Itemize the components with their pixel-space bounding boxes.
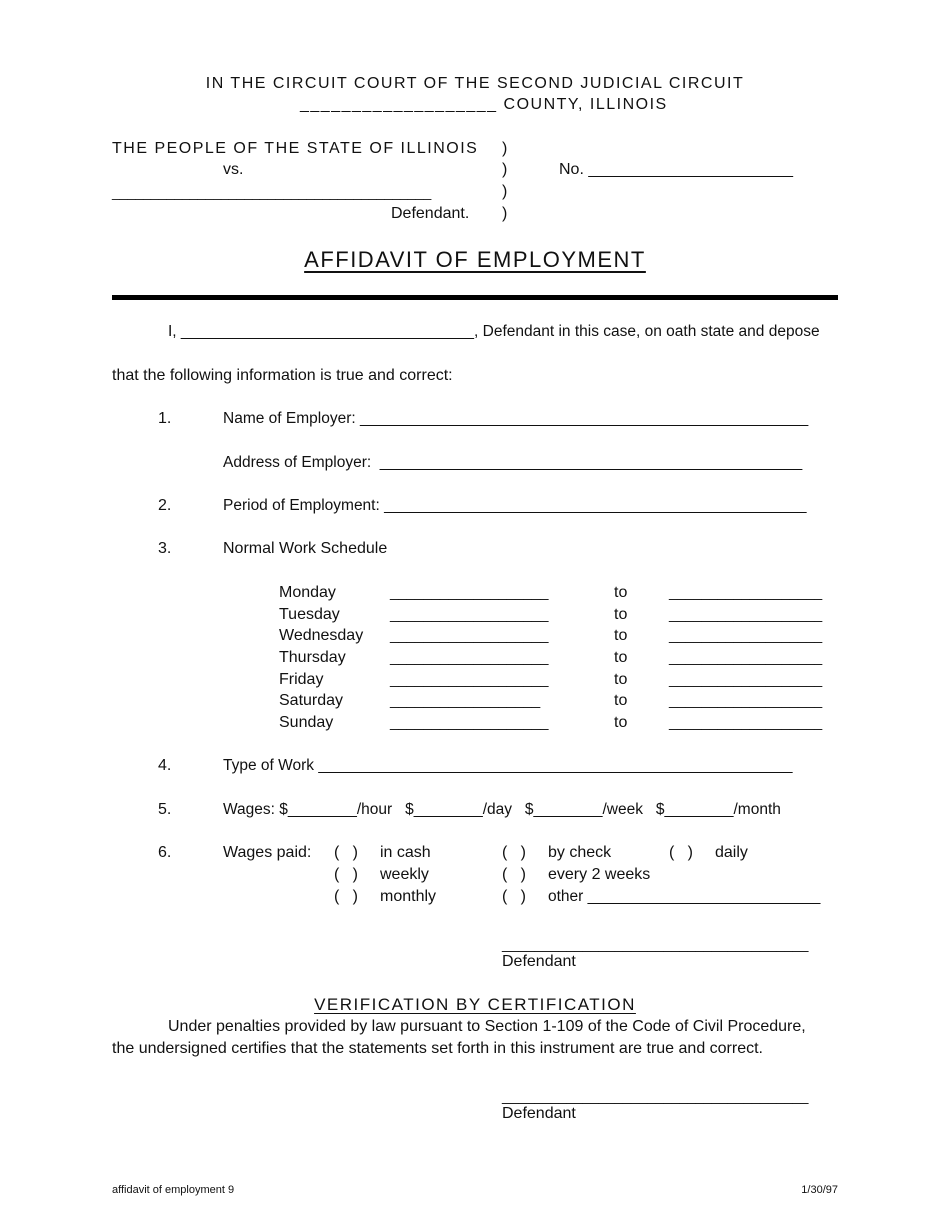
- schedule-day: Sunday: [279, 714, 334, 731]
- checkbox-weekly[interactable]: ( ): [334, 866, 358, 883]
- schedule-start-field[interactable]: ___________________: [390, 627, 549, 644]
- item-number-3: 3.: [158, 540, 172, 557]
- schedule-day: Thursday: [279, 649, 346, 666]
- schedule-end-field[interactable]: ___________________: [669, 607, 823, 623]
- schedule-start-field[interactable]: __________________: [390, 692, 541, 709]
- intro-line-1[interactable]: I, __________________________________, Defendant in this case, on oath state and depose: [168, 323, 820, 340]
- schedule-day: Saturday: [279, 692, 344, 709]
- plaintiff-name: THE PEOPLE OF THE STATE OF ILLINOIS: [112, 140, 479, 157]
- defendant-name-blank[interactable]: _________________________________________: [112, 184, 432, 200]
- schedule-start-field[interactable]: ___________________: [390, 584, 549, 601]
- checkbox-in-cash[interactable]: ( ): [334, 844, 358, 861]
- schedule-to-word: to: [614, 714, 628, 731]
- schedule-day: Friday: [279, 671, 324, 688]
- option-in-cash: in cash: [380, 844, 431, 861]
- caption-paren: ): [502, 161, 508, 178]
- schedule-to-word: to: [614, 671, 628, 688]
- defendant-signature-label: Defendant: [502, 953, 576, 970]
- schedule-start-field[interactable]: ___________________: [390, 671, 549, 688]
- schedule-to-word: to: [614, 649, 628, 666]
- schedule-end-field[interactable]: ___________________: [669, 585, 823, 601]
- schedule-start-field[interactable]: ___________________: [390, 649, 549, 666]
- schedule-end-field[interactable]: ___________________: [669, 650, 823, 666]
- option-every-2-weeks: every 2 weeks: [548, 866, 651, 883]
- county-line: ___________________ COUNTY, ILLINOIS: [300, 96, 668, 113]
- option-monthly: monthly: [380, 888, 437, 905]
- item-number-1: 1.: [158, 410, 172, 427]
- caption-paren: ): [502, 183, 508, 200]
- schedule-to-word: to: [614, 606, 628, 623]
- schedule-end-field[interactable]: ___________________: [669, 628, 823, 644]
- intro-line-2: that the following information is true and correct:: [112, 367, 453, 384]
- checkbox-monthly[interactable]: ( ): [334, 888, 358, 905]
- employer-address-field[interactable]: Address of Employer: _________________________________________________: [223, 454, 803, 471]
- schedule-day: Wednesday: [279, 627, 364, 644]
- option-by-check: by check: [548, 844, 612, 861]
- work-schedule-label: Normal Work Schedule: [223, 540, 388, 557]
- case-number-field[interactable]: No. _______________________: [559, 161, 794, 178]
- schedule-end-field[interactable]: ___________________: [669, 715, 823, 731]
- caption-paren: ): [502, 205, 508, 222]
- type-of-work-field[interactable]: Type of Work _______________________________________________________: [223, 757, 793, 774]
- wages-field[interactable]: Wages: $________/hour $________/day $________/week $________/month: [223, 801, 781, 818]
- defendant-signature-line[interactable]: ______________________________________: [502, 937, 809, 953]
- schedule-to-word: to: [614, 692, 628, 709]
- checkbox-other[interactable]: ( ): [502, 888, 526, 905]
- verification-signature-line[interactable]: ______________________________________: [502, 1089, 809, 1105]
- form-identifier: affidavit of employment 9: [112, 1184, 235, 1196]
- item-number-2: 2.: [158, 497, 172, 514]
- checkbox-daily[interactable]: ( ): [669, 844, 693, 861]
- option-daily: daily: [715, 844, 748, 861]
- schedule-end-field[interactable]: ___________________: [669, 693, 823, 709]
- verification-text-line-1: Under penalties provided by law pursuant to Section 1-109 of the Code of Civil Procedure,: [168, 1018, 806, 1035]
- title-divider: [112, 295, 838, 300]
- item-number-5: 5.: [158, 801, 172, 818]
- schedule-day: Tuesday: [279, 606, 340, 623]
- schedule-to-word: to: [614, 584, 628, 601]
- employment-period-field[interactable]: Period of Employment: _________________________________________________: [223, 497, 807, 514]
- defendant-caption-label: Defendant.: [391, 205, 470, 222]
- court-heading: IN THE CIRCUIT COURT OF THE SECOND JUDICIAL CIRCUIT: [205, 75, 745, 92]
- caption-paren: ): [502, 140, 508, 157]
- item-number-4: 4.: [158, 757, 172, 774]
- employer-name-field[interactable]: Name of Employer: ____________________________________________________: [223, 410, 809, 427]
- checkbox-by-check[interactable]: ( ): [502, 844, 526, 861]
- document-title: AFFIDAVIT OF EMPLOYMENT: [304, 247, 646, 272]
- wages-paid-label: Wages paid:: [223, 844, 312, 861]
- option-weekly: weekly: [380, 866, 429, 883]
- verification-title: VERIFICATION BY CERTIFICATION: [314, 995, 636, 1014]
- schedule-to-word: to: [614, 627, 628, 644]
- checkbox-every-2-weeks[interactable]: ( ): [502, 866, 526, 883]
- verification-signature-label: Defendant: [502, 1105, 576, 1122]
- item-number-6: 6.: [158, 844, 172, 861]
- versus-text: vs.: [223, 161, 244, 178]
- option-other-field[interactable]: other ___________________________: [548, 888, 821, 905]
- schedule-start-field[interactable]: ___________________: [390, 714, 549, 731]
- schedule-day: Monday: [279, 584, 336, 601]
- verification-text-line-2: the undersigned certifies that the statements set forth in this instrument are true and correct.: [112, 1040, 763, 1057]
- schedule-end-field[interactable]: ___________________: [669, 672, 823, 688]
- form-date: 1/30/97: [801, 1184, 838, 1196]
- schedule-start-field[interactable]: ___________________: [390, 606, 549, 623]
